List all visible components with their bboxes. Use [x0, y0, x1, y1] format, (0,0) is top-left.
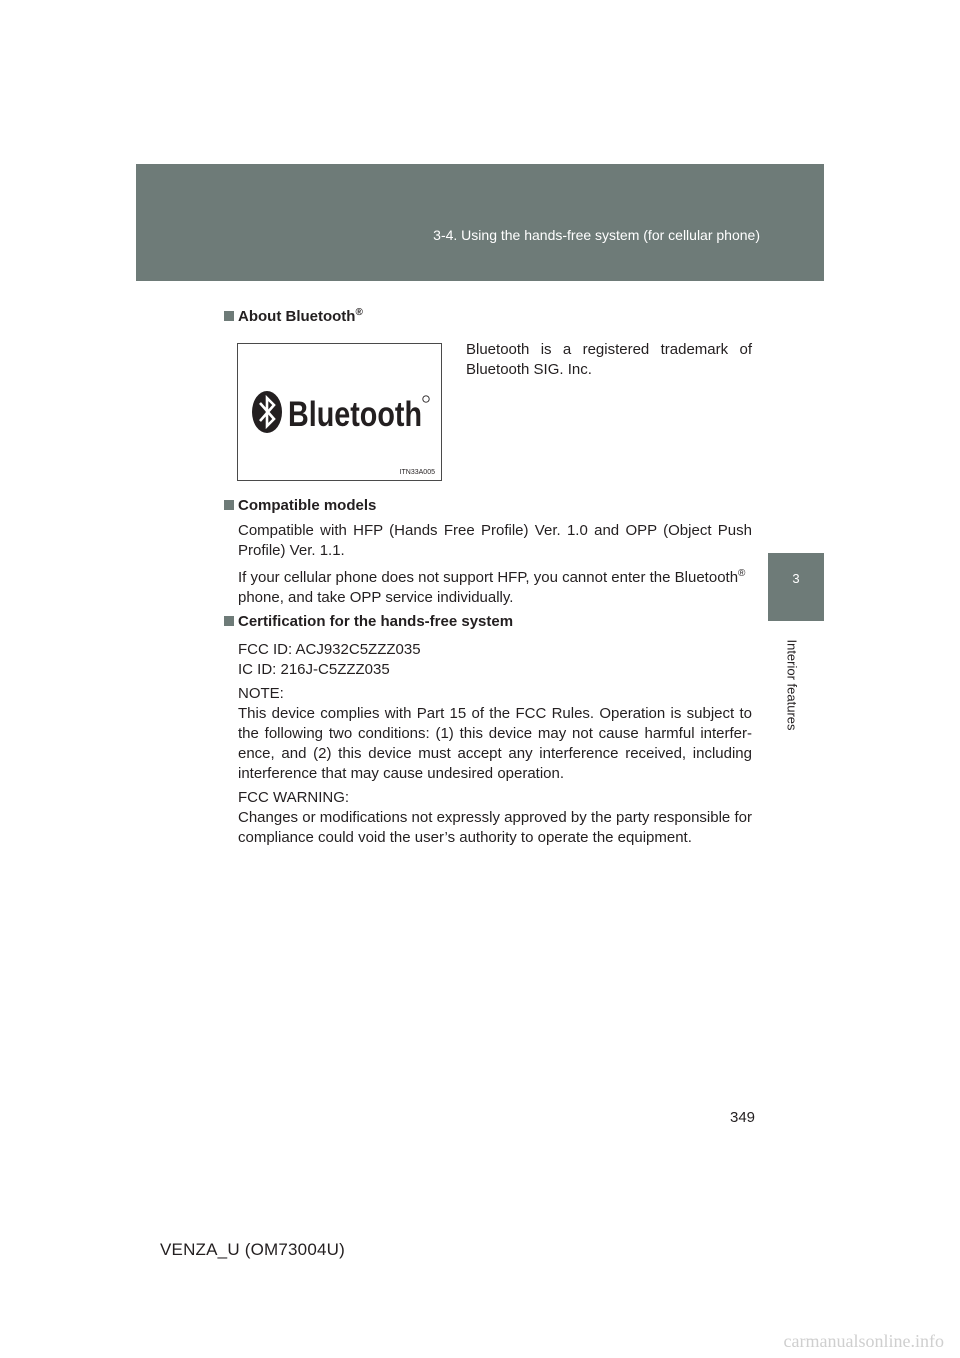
heading-about-bluetooth [224, 307, 363, 325]
heading-compatible-models [224, 497, 376, 514]
model-code: VENZA_U (OM73004U) [160, 1240, 345, 1259]
square-bullet-icon [224, 311, 234, 321]
logo-wordmark: Bluetooth [288, 395, 422, 434]
chapter-label-container [782, 630, 802, 740]
square-bullet-icon [224, 500, 234, 510]
note-label: NOTE: [238, 685, 284, 702]
note-text: This device complies with Part 15 of the FCC Rules. Operation is subject to the following two conditions: (1) this device may not cause harmful interfer-ence, and (2) this device must accept any interference received, including interference that may cause undesired operation. [238, 705, 752, 782]
fcc-id: FCC ID: ACJ932C5ZZZ035 [238, 641, 421, 658]
registered-mark: ® [738, 568, 746, 579]
bluetooth-logo-figure [237, 343, 442, 481]
heading-text: Certification for the hands-free system [238, 613, 514, 630]
bluetooth-trademark-text: Bluetooth is a registered trademark of Bluetooth SIG. Inc. [466, 341, 752, 378]
heading-text: Compatible models [238, 497, 377, 514]
warning-label: FCC WARNING: [238, 789, 350, 806]
bluetooth-logo-icon [250, 390, 430, 434]
section-title: 3-4. Using the hands-free system (for cellular phone) [433, 227, 760, 243]
header-band [136, 164, 824, 281]
warning-block [238, 788, 752, 848]
hfp-note-line1: If your cellular phone does not support HFP, you cannot enter the Bluetooth [238, 569, 739, 586]
chapter-tab [768, 553, 824, 621]
fcc-ids [238, 640, 752, 680]
note-block [238, 684, 752, 784]
chapter-number: 3 [792, 571, 800, 586]
figure-code: ITN33A005 [399, 469, 435, 476]
page-number: 349 [730, 1109, 756, 1126]
compatible-paragraph: Compatible with HFP (Hands Free Profile) Ver. 1.0 and OPP (Object Push Profile) Ver. 1.1. [238, 522, 752, 559]
chapter-label: Interior features [784, 639, 800, 731]
hfp-note-line2: phone, and take OPP service individually. [238, 589, 514, 606]
heading-text: About Bluetooth [238, 308, 356, 325]
watermark: carmanualsonline.info [783, 1331, 944, 1351]
registered-mark: ® [355, 307, 363, 318]
warning-text: Changes or modifications not expressly approved by the party responsible for compliance could void the user’s authority to operate the equipment. [238, 809, 752, 846]
hfp-note-paragraph [238, 568, 752, 608]
ic-id: IC ID: 216J-C5ZZZ035 [238, 661, 390, 678]
square-bullet-icon [224, 616, 234, 626]
heading-certification [224, 613, 513, 630]
